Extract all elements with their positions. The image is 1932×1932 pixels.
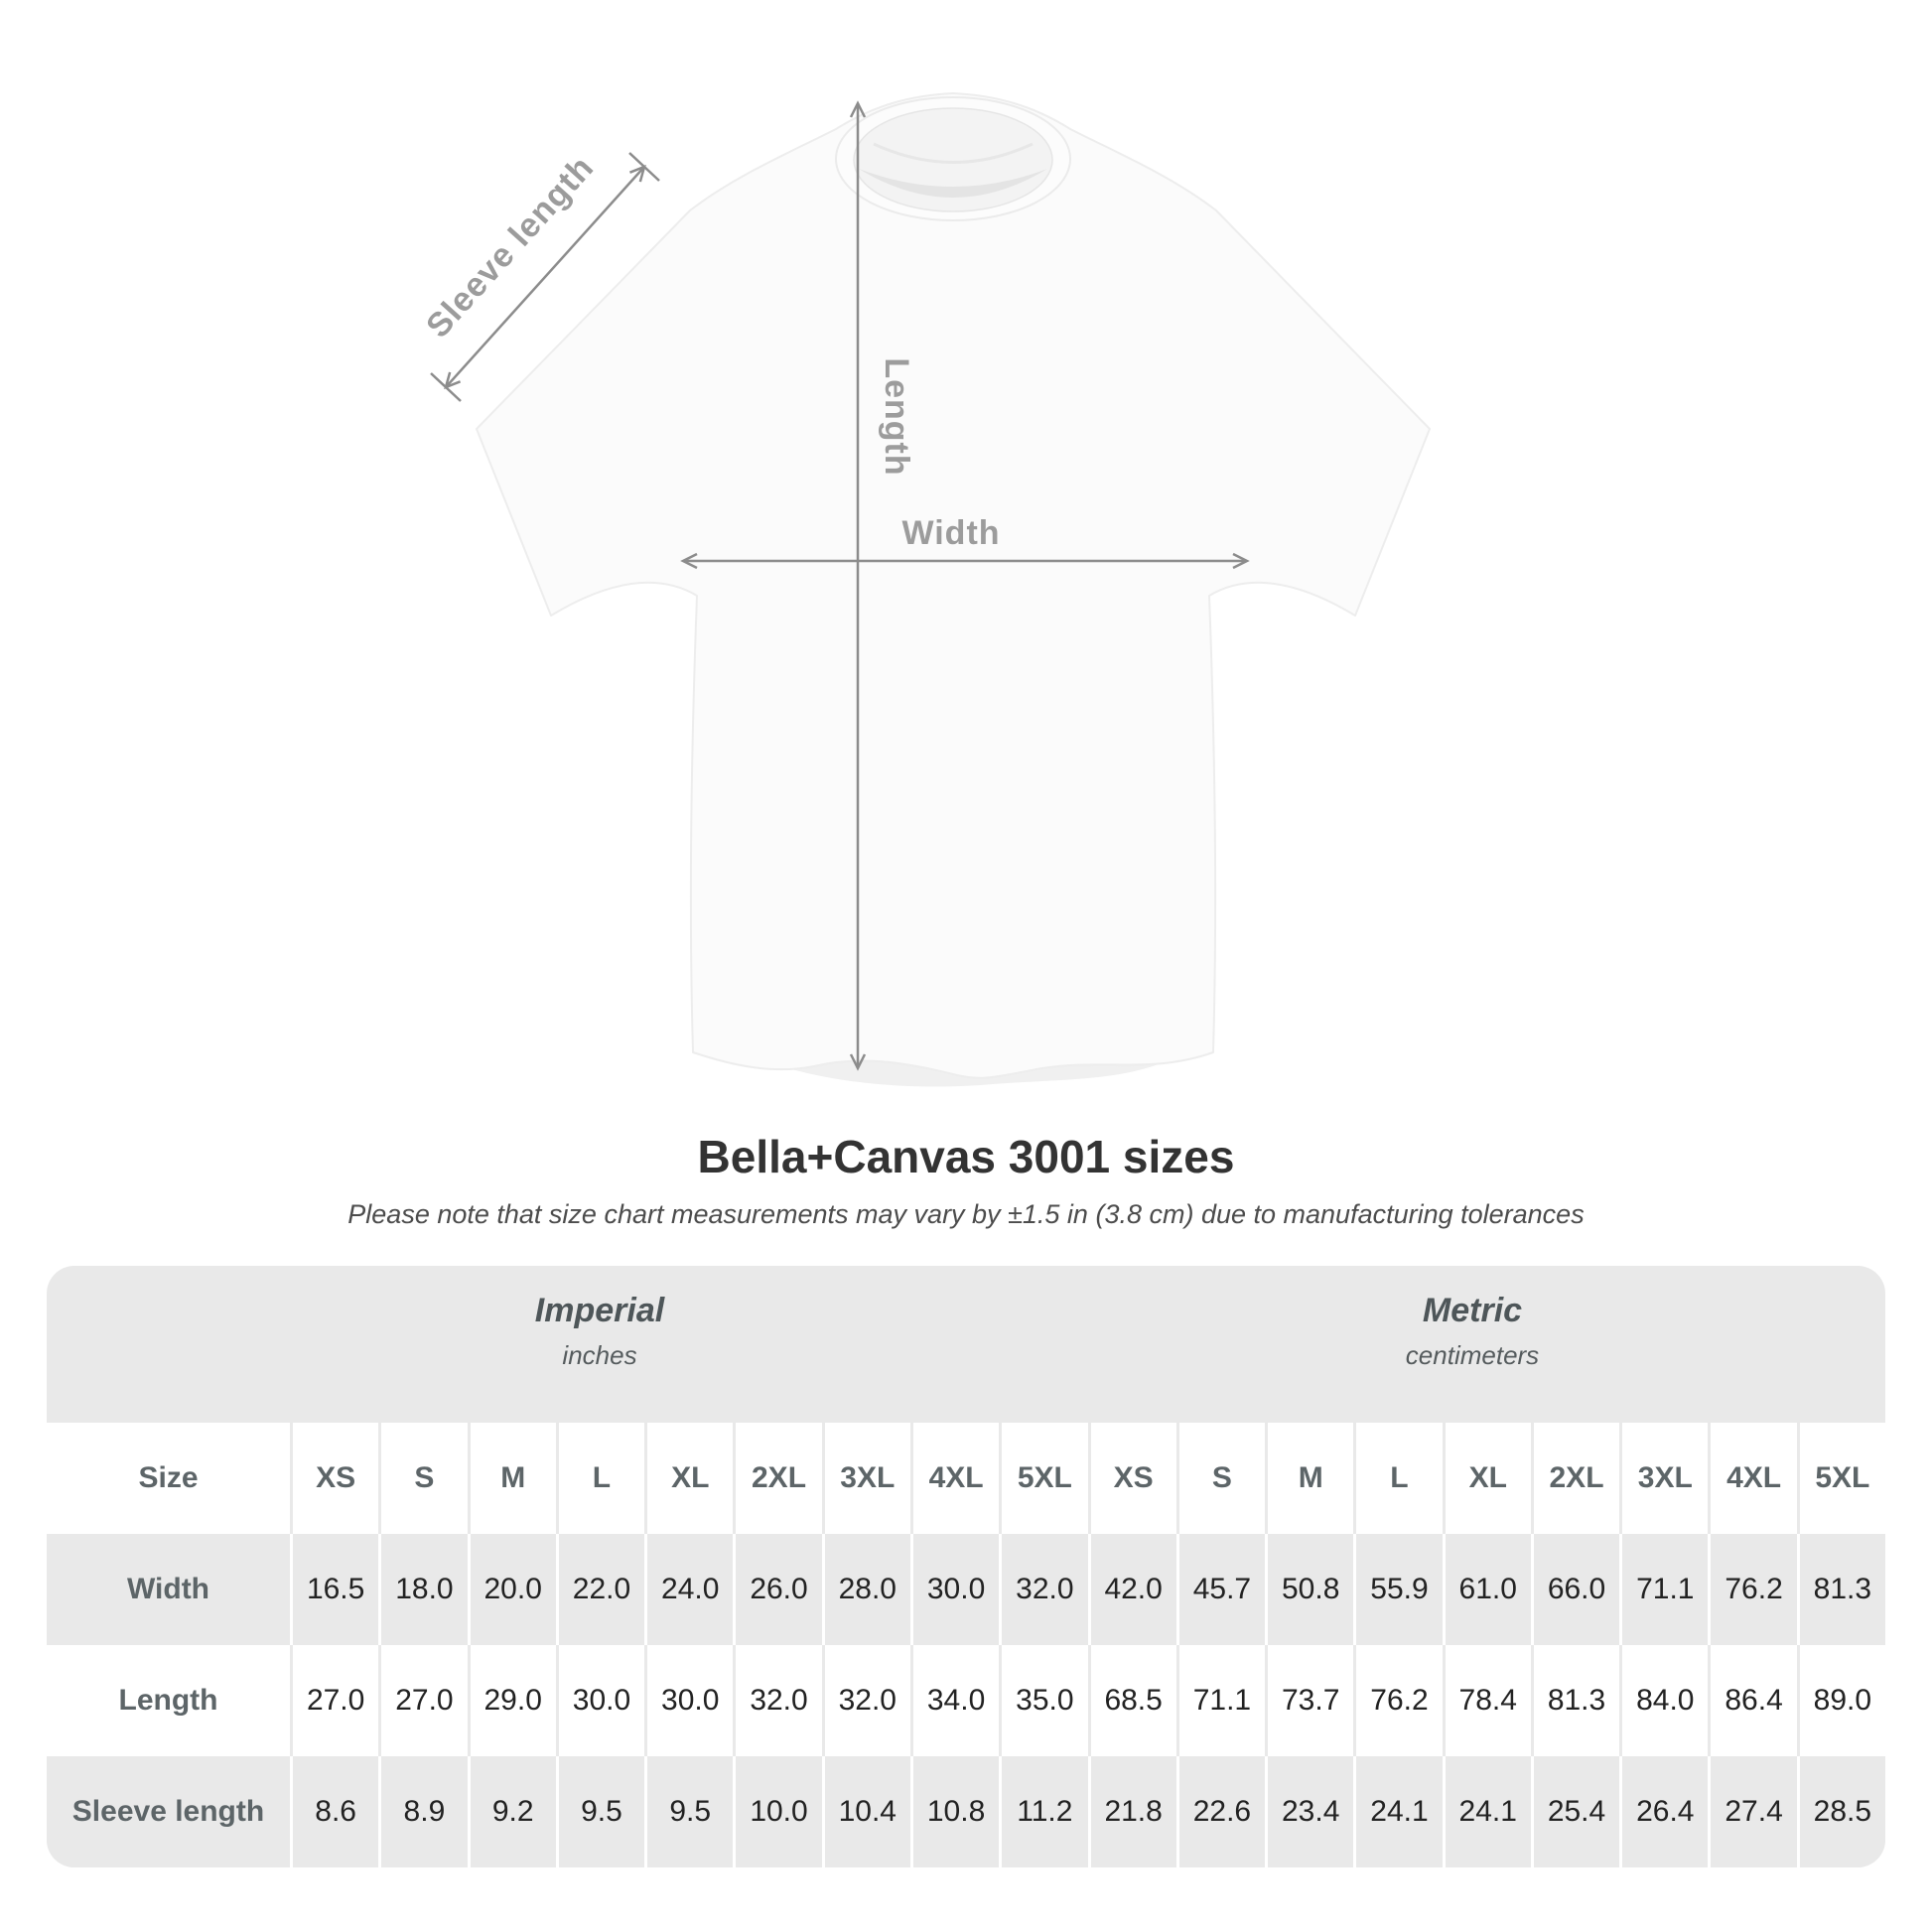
length-imperial-2xl: 32.0	[733, 1645, 821, 1756]
col-header-metric-l: L	[1353, 1423, 1442, 1534]
col-header-metric-4xl: 4XL	[1708, 1423, 1796, 1534]
length-imperial-m: 29.0	[468, 1645, 556, 1756]
length-metric-xl: 78.4	[1443, 1645, 1531, 1756]
sleeve-imperial-4xl: 10.8	[910, 1756, 999, 1867]
col-header-imperial-s: S	[378, 1423, 467, 1534]
row-label-length: Length	[47, 1645, 290, 1756]
sleeve-imperial-2xl: 10.0	[733, 1756, 821, 1867]
sleeve-metric-xl: 24.1	[1443, 1756, 1531, 1867]
tolerance-note: Please note that size chart measurements may vary by ±1.5 in (3.8 cm) due to manufacturing tolerances	[347, 1199, 1585, 1229]
page-title: Bella+Canvas 3001 sizes	[697, 1131, 1235, 1182]
table-header-row	[47, 1423, 1885, 1534]
length-metric-m: 73.7	[1265, 1645, 1353, 1756]
width-metric-4xl: 76.2	[1708, 1534, 1796, 1645]
sleeve-metric-s: 22.6	[1176, 1756, 1265, 1867]
sleeve-metric-4xl: 27.4	[1708, 1756, 1796, 1867]
table-row-width	[47, 1534, 1885, 1645]
col-header-metric-5xl: 5XL	[1797, 1423, 1885, 1534]
width-imperial-2xl: 26.0	[733, 1534, 821, 1645]
col-header-metric-m: M	[1265, 1423, 1353, 1534]
sleeve-metric-3xl: 26.4	[1619, 1756, 1708, 1867]
col-header-metric-s: S	[1176, 1423, 1265, 1534]
length-metric-xs: 68.5	[1088, 1645, 1176, 1756]
width-imperial-m: 20.0	[468, 1534, 556, 1645]
sleeve-imperial-xs: 8.6	[290, 1756, 378, 1867]
width-imperial-s: 18.0	[378, 1534, 467, 1645]
width-imperial-xl: 24.0	[644, 1534, 733, 1645]
width-metric-m: 50.8	[1265, 1534, 1353, 1645]
size-column-header: Size	[47, 1423, 290, 1534]
col-header-imperial-3xl: 3XL	[822, 1423, 910, 1534]
size-table-rows	[47, 1423, 1885, 1867]
metric-group-header	[1406, 1292, 1539, 1371]
col-header-imperial-m: M	[468, 1423, 556, 1534]
sleeve-imperial-l: 9.5	[556, 1756, 644, 1867]
length-label: Length	[878, 357, 915, 477]
metric-unit: centimeters	[1405, 1340, 1540, 1370]
sleeve-metric-5xl: 28.5	[1797, 1756, 1885, 1867]
tshirt-body	[477, 93, 1430, 1078]
length-metric-s: 71.1	[1176, 1645, 1265, 1756]
length-metric-5xl: 89.0	[1797, 1645, 1885, 1756]
sleeve-imperial-xl: 9.5	[644, 1756, 733, 1867]
imperial-label: Imperial	[534, 1292, 665, 1329]
length-imperial-s: 27.0	[378, 1645, 467, 1756]
sleeve-imperial-3xl: 10.4	[822, 1756, 910, 1867]
length-metric-l: 76.2	[1353, 1645, 1442, 1756]
col-header-metric-xs: XS	[1088, 1423, 1176, 1534]
width-metric-s: 45.7	[1176, 1534, 1265, 1645]
table-row-sleeve-length	[47, 1756, 1885, 1867]
width-imperial-l: 22.0	[556, 1534, 644, 1645]
length-imperial-4xl: 34.0	[910, 1645, 999, 1756]
table-row-length	[47, 1645, 1885, 1756]
width-metric-xl: 61.0	[1443, 1534, 1531, 1645]
sleeve-metric-xs: 21.8	[1088, 1756, 1176, 1867]
width-metric-xs: 42.0	[1088, 1534, 1176, 1645]
row-label-width: Width	[47, 1534, 290, 1645]
length-imperial-xs: 27.0	[290, 1645, 378, 1756]
width-label: Width	[901, 514, 1001, 552]
width-metric-5xl: 81.3	[1797, 1534, 1885, 1645]
width-imperial-4xl: 30.0	[910, 1534, 999, 1645]
metric-label: Metric	[1422, 1292, 1523, 1329]
length-imperial-5xl: 35.0	[999, 1645, 1087, 1756]
width-imperial-5xl: 32.0	[999, 1534, 1087, 1645]
col-header-metric-xl: XL	[1443, 1423, 1531, 1534]
width-metric-l: 55.9	[1353, 1534, 1442, 1645]
length-metric-2xl: 81.3	[1531, 1645, 1619, 1756]
length-imperial-l: 30.0	[556, 1645, 644, 1756]
sleeve-imperial-m: 9.2	[468, 1756, 556, 1867]
length-imperial-xl: 30.0	[644, 1645, 733, 1756]
col-header-metric-3xl: 3XL	[1619, 1423, 1708, 1534]
col-header-imperial-xl: XL	[644, 1423, 733, 1534]
col-header-imperial-2xl: 2XL	[733, 1423, 821, 1534]
col-header-imperial-4xl: 4XL	[910, 1423, 999, 1534]
sleeve-imperial-5xl: 11.2	[999, 1756, 1087, 1867]
imperial-unit: inches	[562, 1340, 637, 1370]
col-header-imperial-xs: XS	[290, 1423, 378, 1534]
width-metric-2xl: 66.0	[1531, 1534, 1619, 1645]
length-metric-4xl: 86.4	[1708, 1645, 1796, 1756]
imperial-group-header	[535, 1292, 664, 1371]
tshirt-diagram-svg	[347, 60, 1440, 1092]
length-imperial-3xl: 32.0	[822, 1645, 910, 1756]
sleeve-imperial-s: 8.9	[378, 1756, 467, 1867]
row-label-sleeve-length: Sleeve length	[47, 1756, 290, 1867]
tshirt-measurement-diagram	[347, 60, 1440, 1092]
size-table	[47, 1266, 1885, 1867]
sleeve-length-label: Sleeve length	[419, 148, 602, 345]
width-imperial-xs: 16.5	[290, 1534, 378, 1645]
col-header-imperial-l: L	[556, 1423, 644, 1534]
width-imperial-3xl: 28.0	[822, 1534, 910, 1645]
sleeve-metric-m: 23.4	[1265, 1756, 1353, 1867]
width-metric-3xl: 71.1	[1619, 1534, 1708, 1645]
sleeve-metric-2xl: 25.4	[1531, 1756, 1619, 1867]
length-metric-3xl: 84.0	[1619, 1645, 1708, 1756]
col-header-metric-2xl: 2XL	[1531, 1423, 1619, 1534]
sleeve-metric-l: 24.1	[1353, 1756, 1442, 1867]
col-header-imperial-5xl: 5XL	[999, 1423, 1087, 1534]
